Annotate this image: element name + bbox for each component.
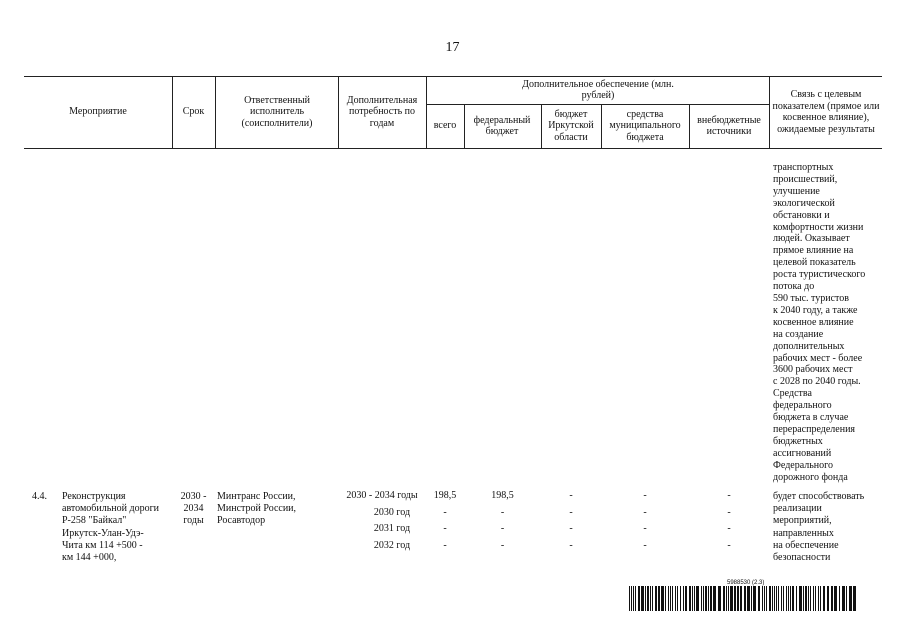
value-irkutsk: -	[569, 523, 573, 534]
text-line: потока до	[773, 281, 815, 293]
value-municipal: -	[643, 540, 647, 551]
text-line: Средства	[773, 388, 812, 400]
barcode-label: 5988530 (2.3)	[727, 580, 765, 586]
text-line: Федерального	[773, 459, 834, 471]
continuation-text	[773, 162, 883, 483]
text-line: с 2028 по 2040 годы.	[773, 376, 861, 388]
text-line: прямое влияние на	[773, 245, 854, 257]
value-extra: -	[727, 523, 731, 534]
header-municipal: средства муниципального бюджета	[609, 108, 681, 143]
text-line: обстановки и	[773, 209, 830, 221]
text-line: 590 тыс. туристов	[773, 292, 850, 304]
value-irkutsk: -	[569, 490, 573, 501]
text-line: дорожного фонда	[773, 471, 848, 483]
value-irkutsk: -	[569, 540, 573, 551]
text-line: происшествий,	[773, 173, 838, 185]
header-link: Связь с целевым показателем (прямое или косвенное влияние), ожидаемые результаты	[772, 89, 880, 135]
value-federal: 198,5	[491, 490, 514, 501]
page-number: 17	[445, 40, 460, 55]
value-federal: -	[500, 523, 505, 534]
text-line: бюджетных	[773, 435, 823, 447]
text-line: комфортности жизни	[773, 221, 864, 233]
text-line: улучшение	[773, 185, 820, 197]
header-extrabudget: внебюджетные источники	[697, 114, 761, 137]
value-extra: -	[727, 507, 731, 518]
value-federal: -	[500, 540, 505, 551]
value-total: -	[443, 523, 447, 534]
text-line: людей. Оказывает	[773, 233, 850, 245]
text-line: косвенное влияние	[773, 316, 854, 328]
value-federal: -	[500, 507, 505, 518]
value-total: -	[443, 540, 447, 551]
text-line: ассигнований	[773, 447, 832, 459]
header-irkutsk: бюджет Иркутской области	[548, 108, 594, 143]
value-municipal: -	[643, 507, 647, 518]
row-number: 4.4.	[32, 491, 47, 502]
text-line: дополнительных	[773, 340, 845, 352]
text-line: экологической	[773, 197, 835, 209]
header-total: всего	[433, 120, 457, 132]
term-text: 2030 - 2034 годы	[180, 491, 207, 527]
text-line: на создание	[773, 328, 824, 340]
barcode-icon	[629, 586, 856, 611]
header-need: Дополнительная потребность по годам	[346, 94, 418, 129]
value-extra: -	[727, 540, 731, 551]
measure-text: Реконструкция автомобильной дороги Р-258 "Байкал" Иркутск-Улан-Удэ- Чита км 114 +500 - км 144 +000,	[62, 491, 160, 564]
header-funding-group: Дополнительное обеспечение (млн. рублей)	[522, 78, 674, 101]
year-label: 2030 год	[373, 507, 411, 518]
text-line: транспортных	[773, 162, 834, 173]
year-label: 2031 год	[373, 523, 411, 534]
year-label: 2030 - 2034 годы	[346, 490, 418, 501]
text-line: целевой показатель	[773, 257, 856, 269]
value-municipal: -	[643, 490, 647, 501]
year-label: 2032 год	[373, 540, 411, 551]
result-text: будет способствовать реализации мероприятий, направленных на обеспечение безопасности	[773, 491, 865, 564]
header-executor: Ответственный исполнитель (соисполнители)	[241, 94, 313, 129]
value-total: -	[443, 507, 447, 518]
executor-text: Минтранс России, Минстрой России, Росавтодор	[217, 491, 297, 527]
value-municipal: -	[643, 523, 647, 534]
text-line: к 2040 году, а также	[773, 304, 858, 316]
header-term: Срок	[182, 106, 205, 118]
value-extra: -	[727, 490, 731, 501]
header-federal: федеральный бюджет	[473, 114, 531, 137]
text-line: роста туристического	[773, 269, 866, 281]
value-total: 198,5	[433, 490, 457, 501]
value-irkutsk: -	[569, 507, 573, 518]
text-line: 3600 рабочих мест	[773, 364, 853, 376]
text-line: рабочих мест - более	[773, 352, 863, 364]
header-measure: Мероприятие	[69, 106, 127, 118]
text-line: федерального	[773, 400, 832, 412]
text-line: бюджета в случае	[773, 412, 849, 424]
text-line: перераспределения	[773, 423, 856, 435]
